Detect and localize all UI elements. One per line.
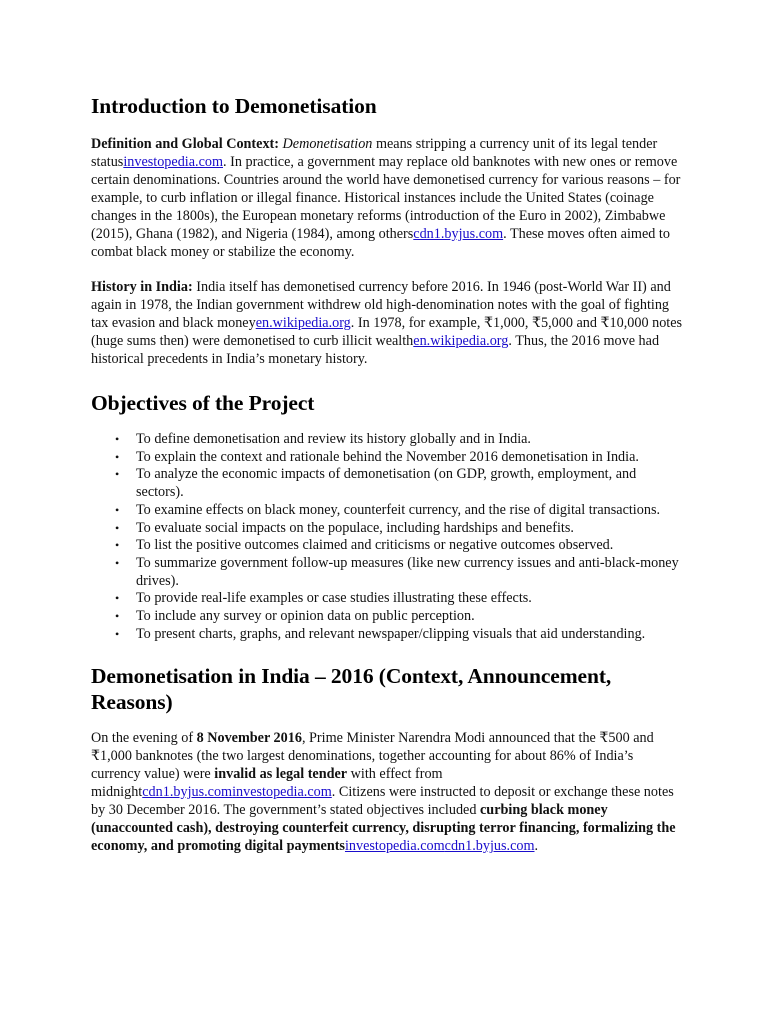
text-span: . Thus, the 2016 move had historical precedents in India’s monetary history. bbox=[91, 333, 660, 367]
bullet-icon: • bbox=[115, 626, 120, 641]
list-item-text: To include any survey or opinion data on public perception. bbox=[136, 608, 475, 625]
list-item-text: To evaluate social impacts on the populace, including hardships and benefits. bbox=[136, 519, 574, 536]
heading-objectives: Objectives of the Project bbox=[91, 391, 315, 415]
link-byjus[interactable]: cdn1.byjus.com bbox=[444, 838, 535, 855]
bold-invalid-tender: invalid as legal tender bbox=[214, 766, 348, 783]
bullet-icon: • bbox=[115, 467, 120, 482]
term-demonetisation: Demonetisation bbox=[282, 136, 373, 152]
text-span: . In 1978, for example, ₹1,000, ₹5,000 and ₹10,000 notes (huge sums then) were demonetised to curb illicit wealth bbox=[91, 315, 683, 349]
text-span: with effect from midnight bbox=[91, 766, 443, 801]
text-span: On the evening of bbox=[91, 730, 197, 747]
link-wikipedia[interactable]: en.wikipedia.org bbox=[255, 315, 351, 331]
text-span: India itself has demonetised currency before 2016. In 1946 (post-World War II) and again in 1978, the Indian government withdrew old high-denomination notes with the goal of fighting tax evasion and black money bbox=[91, 279, 671, 331]
bullet-icon: • bbox=[115, 591, 120, 606]
paragraph-definition bbox=[91, 135, 683, 261]
bold-date: 8 November 2016 bbox=[196, 730, 302, 747]
heading-demonetisation-2016: Demonetisation in India – 2016 (Context, Announcement, Reasons) bbox=[91, 664, 612, 715]
text-span: means stripping a currency unit of its legal tender status bbox=[91, 136, 658, 170]
link-investopedia[interactable]: investopedia.com bbox=[344, 838, 445, 855]
paragraph-history-india bbox=[91, 278, 683, 368]
bullet-icon: • bbox=[115, 555, 120, 570]
bullet-icon: • bbox=[115, 432, 120, 446]
list-item bbox=[115, 554, 683, 590]
link-wikipedia[interactable]: en.wikipedia.org bbox=[413, 333, 509, 349]
list-item-text: To provide real-life examples or case studies illustrating these effects. bbox=[136, 590, 532, 607]
list-item bbox=[115, 466, 683, 501]
objectives-list bbox=[91, 431, 683, 643]
label-definition: Definition and Global Context: bbox=[91, 136, 279, 152]
list-item bbox=[115, 519, 683, 538]
link-investopedia[interactable]: investopedia.com bbox=[232, 784, 332, 801]
list-item-text: To list the positive outcomes claimed and criticisms or negative outcomes observed. bbox=[136, 537, 614, 554]
text-span: . bbox=[534, 838, 539, 855]
bold-objectives: curbing black money (unaccounted cash), destroying counterfeit currency, disrupting terror financing, formalizing the economy, and promoting digital payments bbox=[91, 802, 676, 855]
document-page bbox=[91, 93, 683, 855]
list-item bbox=[115, 537, 683, 555]
paragraph-announcement bbox=[91, 729, 683, 855]
bullet-icon: • bbox=[115, 449, 120, 464]
link-byjus[interactable]: cdn1.byjus.com bbox=[142, 784, 233, 801]
bullet-icon: • bbox=[115, 538, 120, 553]
text-span: . These moves often aimed to combat black money or stabilize the economy. bbox=[91, 226, 670, 260]
text-span: , Prime Minister Narendra Modi announced that the ₹500 and ₹1,000 banknotes (the two largest denominations, together accounting for about 86% of India’s currency value) were bbox=[91, 730, 654, 783]
list-item bbox=[115, 431, 683, 449]
list-item bbox=[115, 590, 683, 608]
bullet-icon: • bbox=[115, 609, 120, 624]
text-span: . Citizens were instructed to deposit or exchange these notes by 30 December 2016. The government’s stated objectives included bbox=[91, 784, 674, 819]
text-span: . In practice, a government may replace old banknotes with new ones or remove certain denominations. Countries around the world have demonetised currency for various reasons – for example, to curb inflation or illegal finance. Historical instances include the United States (coinage changes in the 1800s), the European monetary reforms (introduction of the Euro in 2002), Zimbabwe (2015), Ghana (1982), and Nigeria (1984), among others bbox=[91, 154, 681, 242]
list-item-text: To analyze the economic impacts of demonetisation (on GDP, growth, employment, and sectors). bbox=[136, 466, 637, 501]
heading-introduction: Introduction to Demonetisation bbox=[91, 94, 377, 118]
link-investopedia[interactable]: investopedia.com bbox=[123, 154, 224, 170]
list-item bbox=[115, 625, 683, 644]
list-item-text: To explain the context and rationale behind the November 2016 demonetisation in India. bbox=[136, 448, 639, 465]
list-item bbox=[115, 448, 683, 467]
list-item-text: To examine effects on black money, counterfeit currency, and the rise of digital transactions. bbox=[136, 501, 661, 518]
list-item-text: To present charts, graphs, and relevant newspaper/clipping visuals that aid understanding. bbox=[136, 625, 646, 642]
bullet-icon: • bbox=[115, 502, 120, 517]
list-item bbox=[115, 501, 683, 520]
link-byjus[interactable]: cdn1.byjus.com bbox=[413, 226, 504, 242]
list-item-text: To define demonetisation and review its history globally and in India. bbox=[136, 431, 531, 447]
bullet-icon: • bbox=[115, 520, 120, 535]
label-history: History in India: bbox=[91, 279, 193, 295]
list-item-text: To summarize government follow-up measures (like new currency issues and anti-black-money drives). bbox=[136, 554, 679, 589]
list-item bbox=[115, 608, 683, 626]
